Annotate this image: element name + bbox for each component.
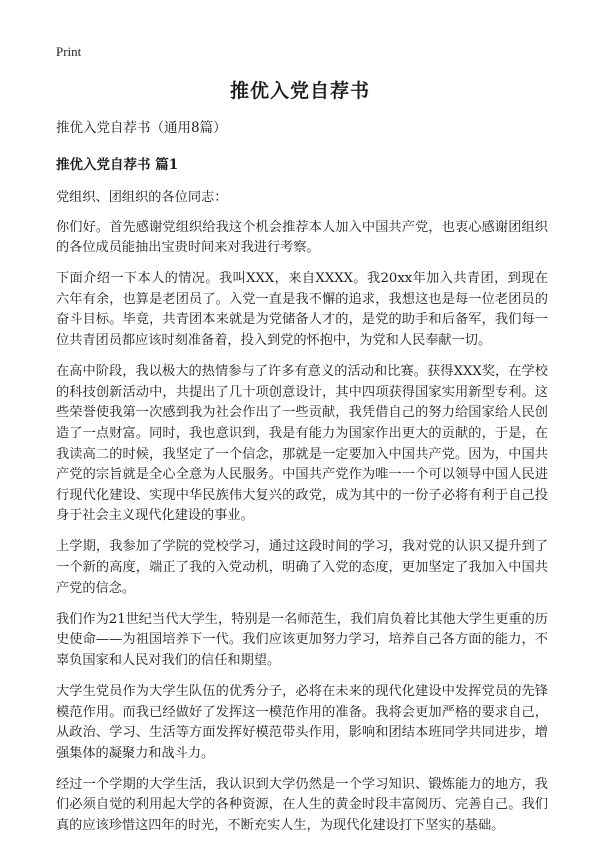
paragraph: 我们作为21世纪当代大学生，特别是一名师范生，我们肩负着比其他大学生更重的历史使命——为祖国培养下一代。我们应该更加努力学习，培养自己各方面的能力，不辜负国家和人民对我们的信任和期望。 [56, 611, 548, 668]
paragraph: 下面介绍一下本人的情况。我叫XXX，来自XXXX。我20xx年加入共青团，到现在六年有余，也算是老团员了。入党一直是我不懈的追求，我想这也是每一位老团员的奋斗目标。毕竟，共青团本来就是为党储备人才的，是党的助手和后备军，我们每一位共青团员都应该时刻准备着，投入到党的怀抱中，为党和人民奉献一切。 [56, 271, 548, 349]
document-subtitle: 推优入党自荐书（通用8篇） [56, 120, 227, 136]
document-title: 推优入党自荐书 [229, 80, 370, 102]
paragraph: 在高中阶段，我以极大的热情参与了许多有意义的活动和比赛。获得XXX奖，在学校的科技创新活动中，共提出了几十项创意设计，其中四项获得国家实用新型专利。这些荣誉使我第一次感到我为社会作出了一些贡献，我凭借自己的努力给国家给人民创造了一点财富。同时，我也意识到，我是有能力为国家作出更大的贡献的，于是，在我读高二的时候，我坚定了一个信念，那就是一定要加入中国共产党。因为，中国共产党的宗旨就是全心全意为人民服务。中国共产党作为唯一一个可以领导中国人民进行现代化建设、实现中华民族伟大复兴的政党，成为其中的一份子必将有利于自己投身于社会主义现代化建设的事业。 [56, 364, 548, 524]
salutation: 党组织、团组织的各位同志： [56, 190, 228, 205]
print-link[interactable]: Print [56, 44, 82, 59]
paragraph: 大学生党员作为大学生队伍的优秀分子，必将在未来的现代化建设中发挥党员的先锋模范作用。而我已经做好了发挥这一模范作用的准备。我将会更加严格的要求自己，从政治、学习、生活等方面发挥好模范带头作用，影响和团结本班同学共同进步，增强集体的凝聚力和战斗力。 [56, 683, 548, 761]
paragraph: 你们好。首先感谢党组织给我这个机会推荐本人加入中国共产党，也衷心感谢团组织的各位成员能抽出宝贵时间来对我进行考察。 [56, 219, 548, 256]
paragraph: 上学期，我参加了学院的党校学习，通过这段时间的学习，我对党的认识又提升到了一个新的高度，端正了我的入党动机，明确了入党的态度，更加坚定了我加入中国共产党的信念。 [56, 539, 548, 596]
document-body [56, 118, 548, 847]
section-heading: 推优入党自荐书 篇1 [56, 157, 179, 173]
paragraph: 经过一个学期的大学生活，我认识到大学仍然是一个学习知识、锻炼能力的地方，我们必须自觉的利用起大学的各种资源，在人生的黄金时段丰富阅历、完善自己。我们真的应该珍惜这四年的时光，不断充实人生，为现代化建设打下坚实的基础。 [56, 776, 548, 834]
